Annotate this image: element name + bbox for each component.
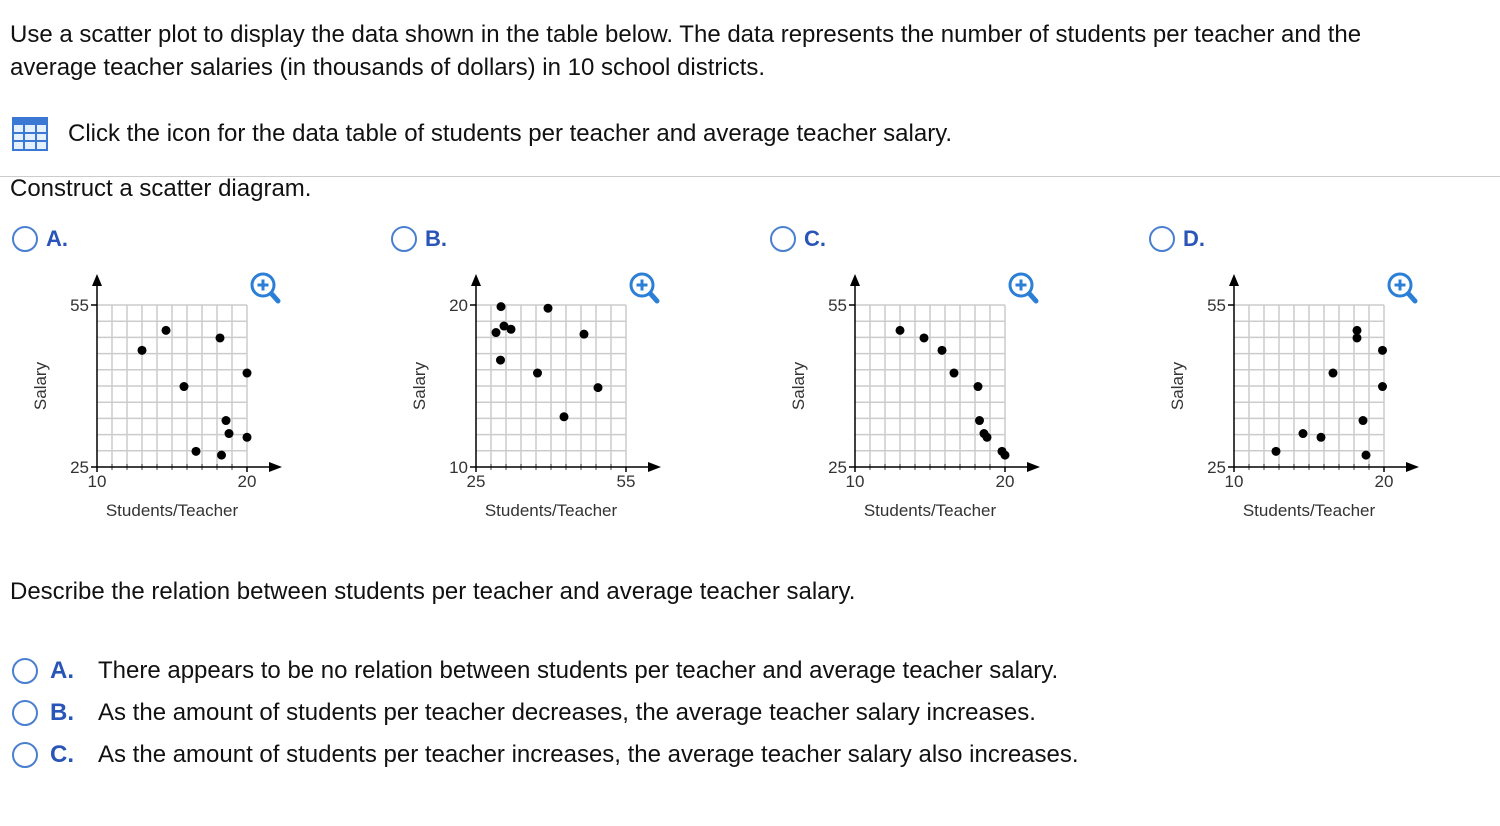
data-point <box>225 429 234 438</box>
scatter-graph-b <box>379 270 679 530</box>
data-point <box>1378 346 1387 355</box>
x-axis-arrow <box>1406 462 1419 472</box>
x-axis-label: Students/Teacher <box>863 501 997 520</box>
data-point <box>1362 451 1371 460</box>
intro-line-2: average teacher salaries (in thousands of dollars) in 10 school districts. <box>10 54 766 81</box>
data-point <box>217 451 226 460</box>
data-point <box>544 304 553 313</box>
choice-b[interactable] <box>391 226 447 252</box>
answer-a[interactable] <box>12 650 1079 692</box>
x-axis-arrow <box>648 462 661 472</box>
data-point <box>492 328 501 337</box>
table-grid-icon[interactable] <box>12 117 48 151</box>
y-tick-label: 10 <box>449 458 468 477</box>
data-point <box>216 333 225 342</box>
choice-c-radio[interactable] <box>770 226 796 252</box>
x-tick-label: 10 <box>845 472 865 491</box>
describe-prompt: Describe the relation between students per teacher and average teacher salary. <box>10 578 856 605</box>
data-point <box>162 326 171 335</box>
data-point <box>533 369 542 378</box>
answer-b[interactable] <box>12 692 1079 734</box>
y-axis-label: Salary <box>1168 361 1187 411</box>
x-tick-label: 55 <box>616 472 636 491</box>
data-point <box>222 416 231 425</box>
y-axis-arrow <box>850 274 860 286</box>
answer-c-letter: C. <box>50 741 74 768</box>
zoom-in-icon[interactable] <box>631 274 657 301</box>
y-tick-label: 55 <box>1207 296 1226 315</box>
choice-a-letter: A. <box>46 226 68 251</box>
intro-line-1: Use a scatter plot to display the data shown in the table below. The data represents the number of students per teacher and the <box>10 21 1362 48</box>
x-tick-label: 20 <box>1374 472 1394 491</box>
y-tick-label: 25 <box>1207 458 1226 477</box>
answer-c-radio[interactable] <box>12 742 38 768</box>
data-point <box>497 302 506 311</box>
zoom-in-icon[interactable] <box>1389 274 1415 301</box>
zoom-in-icon[interactable] <box>252 274 278 301</box>
y-axis-label: Salary <box>789 361 808 411</box>
data-point <box>1001 451 1010 460</box>
data-point <box>580 330 589 339</box>
y-axis-arrow <box>1229 274 1239 286</box>
x-tick-label: 10 <box>87 472 107 491</box>
answer-b-letter: B. <box>50 699 74 726</box>
scatter-graph-d <box>1137 270 1437 530</box>
data-point <box>138 346 147 355</box>
choice-b-letter: B. <box>425 226 447 251</box>
choice-c-letter: C. <box>804 226 826 251</box>
choice-a[interactable] <box>12 226 68 252</box>
data-point <box>243 433 252 442</box>
data-point <box>496 356 505 365</box>
data-table-link-label[interactable]: Click the icon for the data table of students per teacher and average teacher salary. <box>68 120 953 147</box>
data-point <box>507 325 516 334</box>
x-tick-label: 10 <box>1224 472 1244 491</box>
data-point <box>896 326 905 335</box>
data-point <box>1272 447 1281 456</box>
y-tick-label: 25 <box>70 458 89 477</box>
answer-c-text[interactable]: As the amount of students per teacher increases, the average teacher salary also increases. <box>98 741 1079 768</box>
choice-b-radio[interactable] <box>391 226 417 252</box>
answer-a-text[interactable]: There appears to be no relation between students per teacher and average teacher salary. <box>98 657 1059 684</box>
data-point <box>1299 429 1308 438</box>
x-tick-label: 25 <box>466 472 486 491</box>
choice-d-letter: D. <box>1183 226 1205 251</box>
data-point <box>1317 433 1326 442</box>
data-point <box>920 333 929 342</box>
scatter-graph-c <box>758 270 1058 530</box>
zoom-in-icon[interactable] <box>1010 274 1036 301</box>
question-text: Construct a scatter diagram. <box>10 175 312 202</box>
answer-c[interactable] <box>12 734 1079 776</box>
y-tick-label: 25 <box>828 458 847 477</box>
answer-a-radio[interactable] <box>12 658 38 684</box>
scatter-graph-a <box>0 270 300 530</box>
choice-c[interactable] <box>770 226 826 252</box>
choice-d-radio[interactable] <box>1149 226 1175 252</box>
answer-a-letter: A. <box>50 657 74 684</box>
data-point <box>243 369 252 378</box>
y-tick-label: 55 <box>70 296 89 315</box>
answer-options <box>12 650 1079 776</box>
data-point <box>1329 369 1338 378</box>
y-axis-label: Salary <box>410 361 429 411</box>
x-axis-arrow <box>1027 462 1040 472</box>
data-point <box>192 447 201 456</box>
data-point <box>983 433 992 442</box>
data-table-link[interactable] <box>12 117 952 151</box>
data-point <box>560 412 569 421</box>
data-point <box>938 346 947 355</box>
x-tick-label: 20 <box>237 472 257 491</box>
y-tick-label: 20 <box>449 296 468 315</box>
data-point <box>1378 382 1387 391</box>
y-axis-arrow <box>92 274 102 286</box>
answer-b-text[interactable]: As the amount of students per teacher decreases, the average teacher salary increases. <box>98 699 1036 726</box>
intro-text <box>10 18 1490 84</box>
data-point <box>1359 416 1368 425</box>
data-point <box>974 382 983 391</box>
x-axis-label: Students/Teacher <box>1242 501 1376 520</box>
x-axis-label: Students/Teacher <box>105 501 239 520</box>
choice-d[interactable] <box>1149 226 1205 252</box>
y-axis-label: Salary <box>31 361 50 411</box>
data-point <box>1353 326 1362 335</box>
data-point <box>950 369 959 378</box>
data-point <box>975 416 984 425</box>
data-point <box>180 382 189 391</box>
y-tick-label: 55 <box>828 296 847 315</box>
x-axis-label: Students/Teacher <box>484 501 618 520</box>
x-axis-arrow <box>269 462 282 472</box>
data-point <box>594 383 603 392</box>
choice-a-radio[interactable] <box>12 226 38 252</box>
x-tick-label: 20 <box>995 472 1015 491</box>
answer-b-radio[interactable] <box>12 700 38 726</box>
y-axis-arrow <box>471 274 481 286</box>
